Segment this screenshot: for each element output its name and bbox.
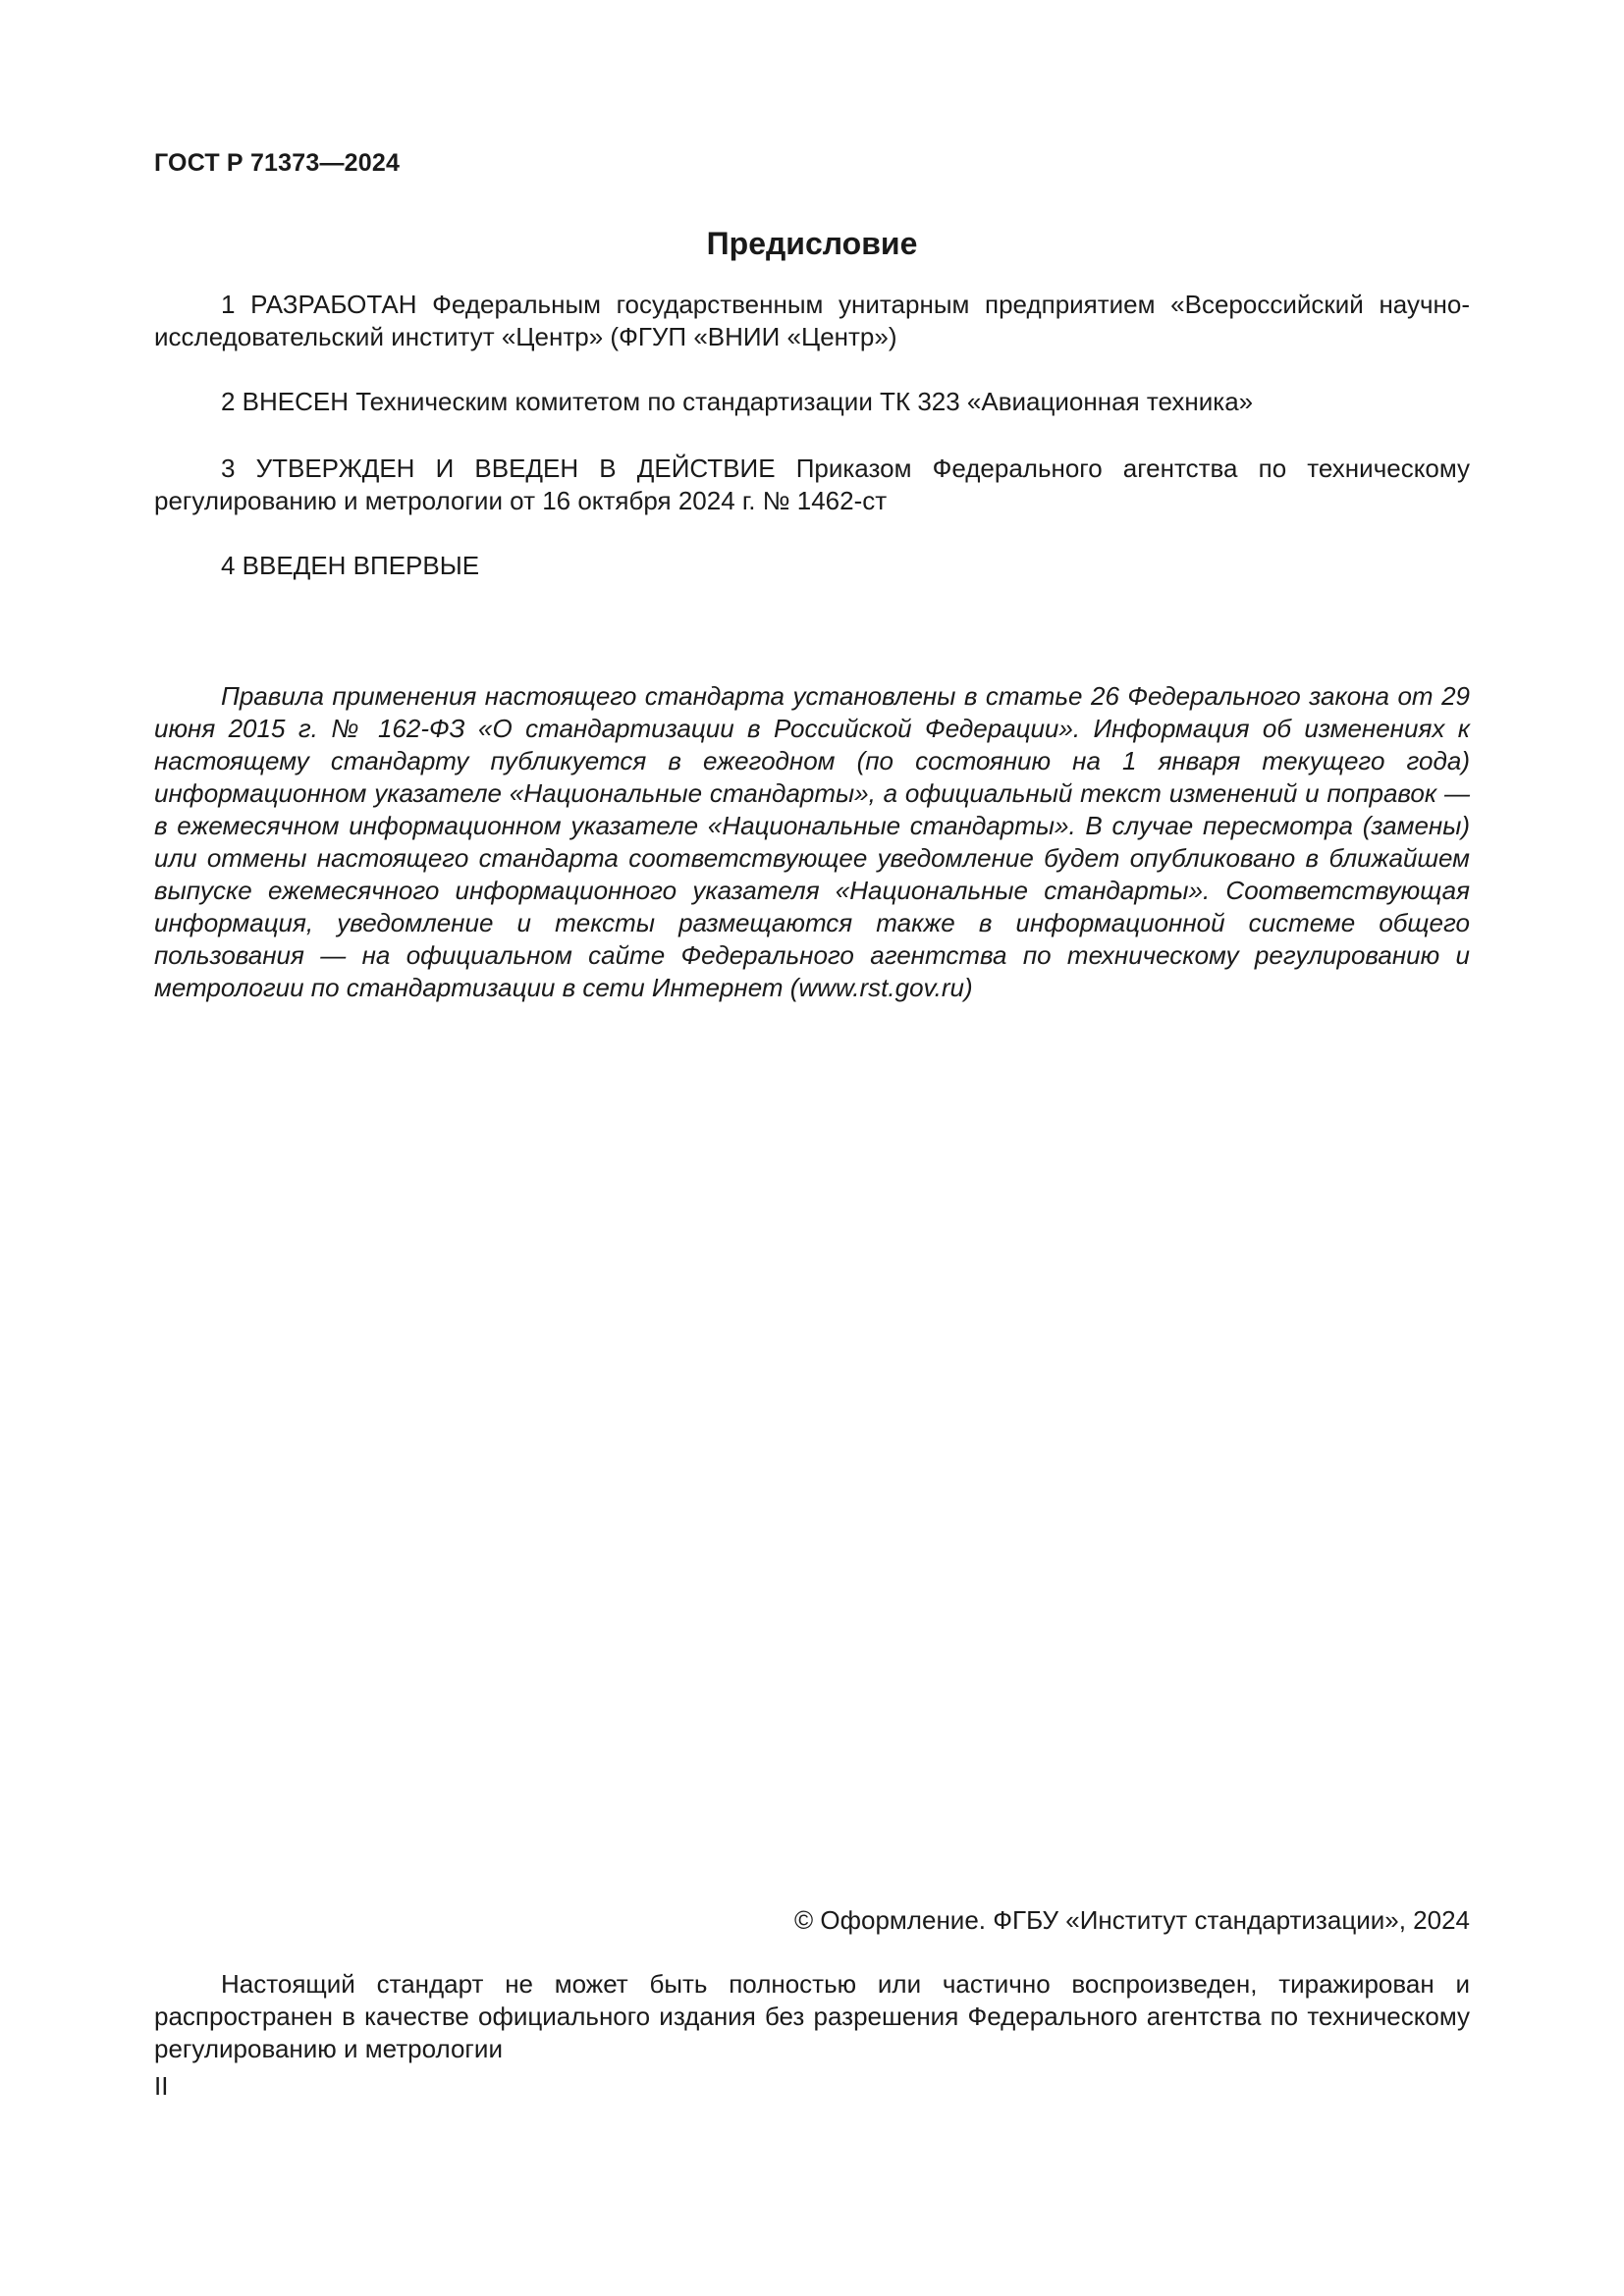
document-code: ГОСТ Р 71373—2024: [154, 149, 401, 177]
copyright-line: © Оформление. ФГБУ «Институт стандартизации», 2024: [794, 1905, 1470, 1935]
reproduction-restriction: Настоящий стандарт не может быть полностью или частично воспроизведен, тиражирован и распространен в качестве официального издания без разрешения Федерального агентства по техническому регулированию и метрологии: [154, 1969, 1470, 2063]
preface-item-3: 3 УТВЕРЖДЕН И ВВЕДЕН В ДЕЙСТВИЕ Приказом Федерального агентства по техническому регулированию и метрологии от 16 октября 2024 г. № 1462-ст: [154, 454, 1470, 515]
preface-item-2: 2 ВНЕСЕН Техническим комитетом по стандартизации ТК 323 «Авиационная техника»: [221, 387, 1254, 416]
preface-title: Предисловие: [706, 226, 918, 261]
standard-application-notice: Правила применения настоящего стандарта установлены в статье 26 Федерального закона от 29 июня 2015 г. № 162-ФЗ «О стандартизации в Российской Федерации». Информация об изменениях к настоящему стандарту публикуется в ежегодном (по состоянию на 1 января текущего года) информационном указателе «Национальные стандарты», а официальный текст изменений и поправок — в ежемесячном информационном указателе «Национальные стандарты». В случае пересмотра (замены) или отмены настоящего стандарта соответствующее уведомление будет опубликовано в ближайшем выпуске ежемесячного информационного указателя «Национальные стандарты». Соответствующая информация, уведомление и тексты размещаются также в информационной системе общего пользования — на официальном сайте Федерального агентства по техническому регулированию и метрологии по стандартизации в сети Интернет (www.rst.gov.ru): [154, 681, 1470, 1002]
page-number: II: [154, 2071, 169, 2101]
preface-item-4: 4 ВВЕДЕН ВПЕРВЫЕ: [221, 551, 480, 580]
preface-item-1: 1 РАЗРАБОТАН Федеральным государственным унитарным предприятием «Всероссийский научно-исследовательский институт «Центр» (ФГУП «ВНИИ «Центр»): [154, 290, 1470, 351]
